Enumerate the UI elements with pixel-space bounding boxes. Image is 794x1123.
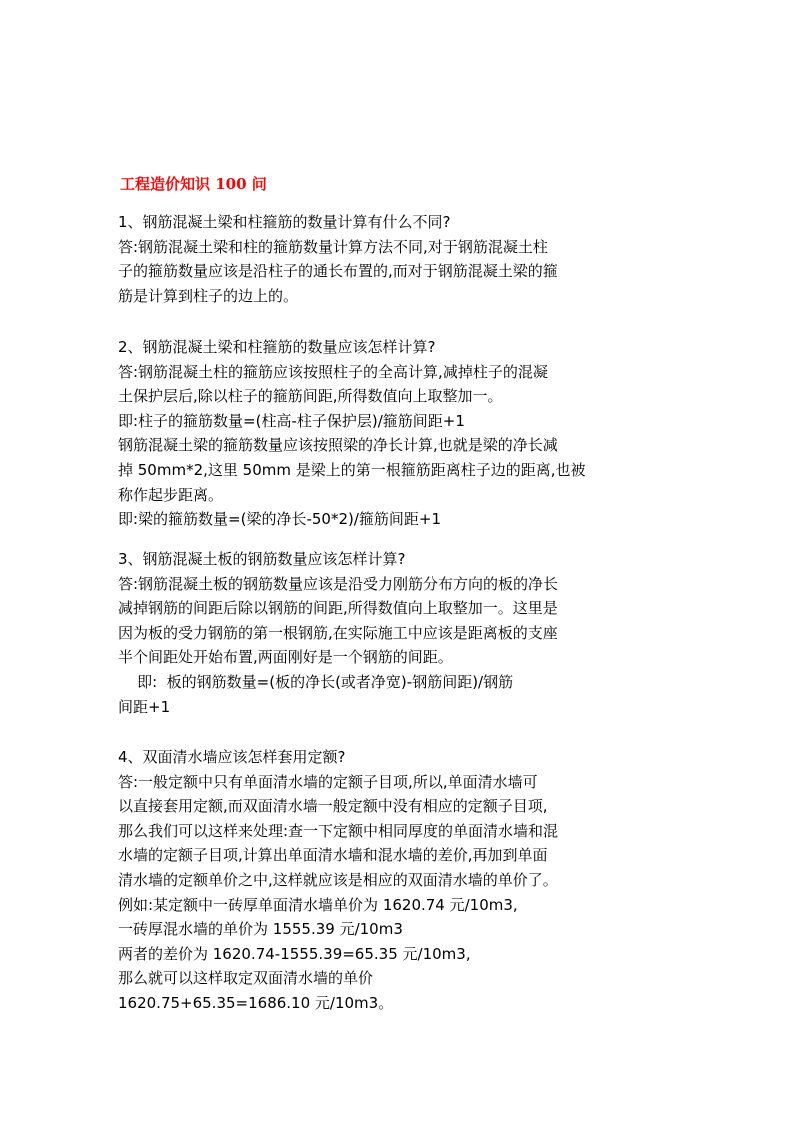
answer-line: 答:钢筋混凝土柱的箍筋应该按照柱子的全高计算,减掉柱子的混凝 (118, 362, 548, 381)
question-line: 1、钢筋混凝土梁和柱箍筋的数量计算有什么不同? (118, 213, 451, 231)
answer-line: 称作起步距离。 (118, 485, 224, 504)
answer-line: 减掉钢筋的间距后除以钢筋的间距,所得数值向上取整加一。这里是 (118, 599, 558, 618)
question-line: 2、钢筋混凝土梁和柱箍筋的数量应该怎样计算? (118, 338, 436, 356)
qa-section-4 (118, 745, 678, 1016)
answer-line: 子的箍筋数量应该是沿柱子的通长布置的,而对于钢筋混凝土梁的箍 (118, 262, 558, 281)
example-line: 例如:某定额中一砖厚单面清水墙单价为 1620.74 元/10m3, (118, 895, 518, 914)
answer-line: 土保护层后,除以柱子的箍筋间距,所得数值向上取整加一。 (118, 387, 503, 406)
example-line: 两者的差价为 1620.74-1555.39=65.35 元/10m3, (118, 944, 471, 963)
answer-line: 那么我们可以这样来处理:查一下定额中相同厚度的单面清水墙和混 (118, 821, 559, 840)
answer-line: 钢筋混凝土梁的箍筋数量应该按照梁的净长计算,也就是梁的净长减 (118, 436, 558, 455)
answer-line: 掉 50mm*2,这里 50mm 是梁上的第一根箍筋距离柱子边的距离,也被 (118, 460, 586, 479)
answer-line: 答:钢筋混凝土板的钢筋数量应该是沿受力刚筋分布方向的板的净长 (118, 574, 559, 593)
answer-line: 水墙的定额子目项,计算出单面清水墙和混水墙的差价,再加到单面 (118, 846, 548, 865)
qa-section-2 (118, 335, 678, 532)
question-line: 3、钢筋混凝土板的钢筋数量应该怎样计算? (118, 550, 406, 568)
question-line: 4、双面清水墙应该怎样套用定额? (118, 748, 346, 766)
answer-line: 答:钢筋混凝土梁和柱的箍筋数量计算方法不同,对于钢筋混凝土柱 (118, 237, 548, 256)
document-title: 工程造价知识 100 问 (120, 175, 267, 193)
formula-line: 即: 板的钢筋数量=(板的净长(或者净宽)-钢筋间距)/钢筋 (118, 672, 514, 691)
answer-line: 筋是计算到柱子的边上的。 (118, 286, 299, 305)
qa-section-1 (118, 210, 678, 308)
answer-line: 清水墙的定额单价之中,这样就应该是相应的双面清水墙的单价了。 (118, 870, 558, 889)
example-line: 那么就可以这样取定双面清水墙的单价 (118, 969, 374, 988)
qa-section-3 (118, 547, 678, 719)
answer-line: 半个间距处开始布置,两面刚好是一个钢筋的间距。 (118, 648, 453, 667)
example-line: 1620.75+65.35=1686.10 元/10m3。 (118, 993, 394, 1012)
formula-line: 即:柱子的箍筋数量=(柱高-柱子保护层)/箍筋间距+1 (118, 411, 465, 430)
answer-line: 答:一般定额中只有单面清水墙的定额子目项,所以,单面清水墙可 (118, 772, 538, 791)
formula-line: 即:梁的箍筋数量=(梁的净长-50*2)/箍筋间距+1 (118, 510, 442, 529)
answer-line: 以直接套用定额,而双面清水墙一般定额中没有相应的定额子目项, (118, 797, 548, 816)
formula-line: 间距+1 (118, 697, 171, 716)
answer-line: 因为板的受力钢筋的第一根钢筋,在实际施工中应该是距离板的支座 (118, 623, 558, 642)
example-line: 一砖厚混水墙的单价为 1555.39 元/10m3 (118, 920, 403, 939)
